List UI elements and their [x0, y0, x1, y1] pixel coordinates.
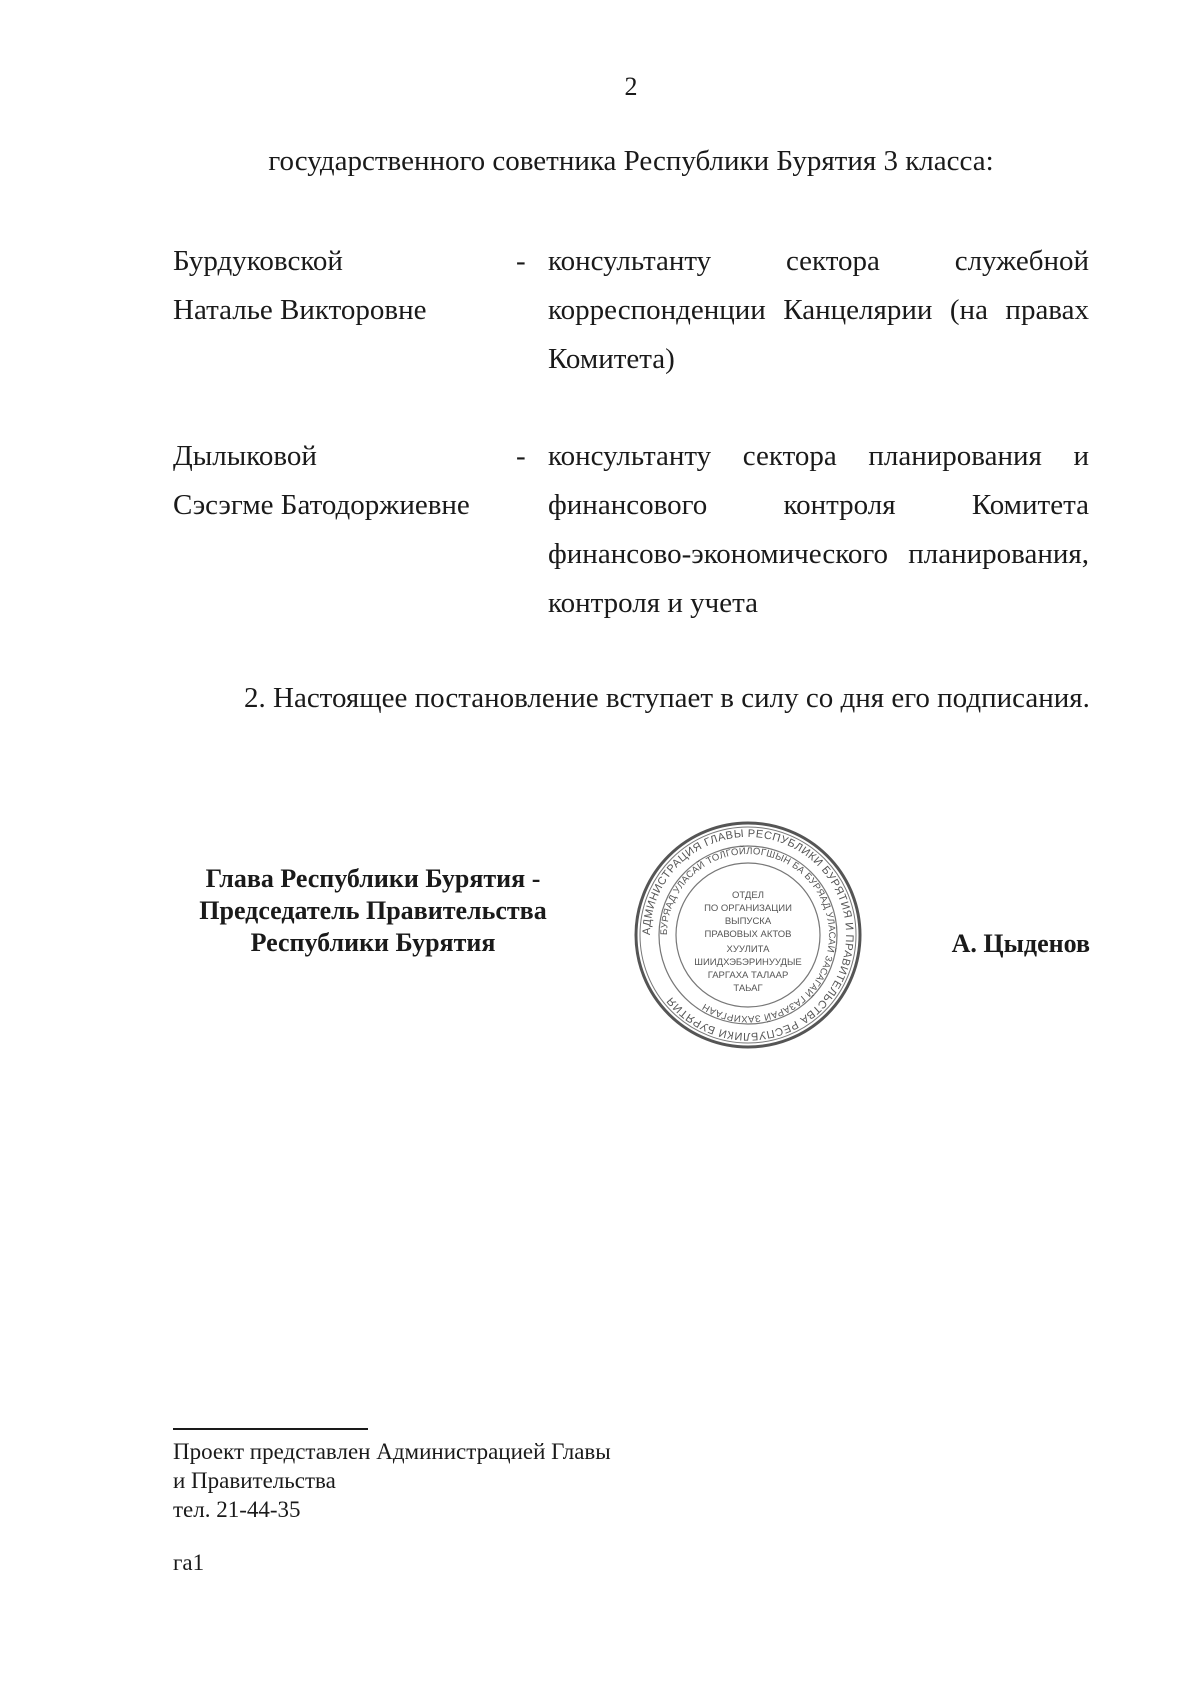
- appointee-position: консультанту сектора планирования и финансового контроля Комитета финансово-экономического планирования, контроля и учета: [548, 440, 1089, 619]
- signatory-title-line: Глава Республики Бурятия -: [205, 864, 541, 893]
- effective-date-clause: 2. Настоящее постановление вступает в силу со дня его подписания.: [244, 682, 1090, 714]
- appointee-surname: Бурдуковской: [173, 245, 343, 277]
- seal-center-text: ПО ОРГАНИЗАЦИИ: [704, 903, 792, 914]
- project-note-line: и Правительства: [173, 1468, 336, 1493]
- entry-dash: -: [516, 245, 526, 277]
- project-note: [173, 1437, 611, 1524]
- seal-center-text: ОТДЕЛ: [732, 890, 764, 901]
- appointee-given-name: Сэсэгме Батодоржиевне: [173, 489, 470, 521]
- signatory-title-line: Республики Бурятия: [250, 928, 496, 957]
- seal-center-text: ШИИДХЭБЭРИНУУДЫЕ: [694, 957, 802, 968]
- seal-center-text: ГАРГАХА ТАЛААР: [707, 970, 789, 981]
- seal-outer-text: АДМИНИСТРАЦИЯ ГЛАВЫ РЕСПУБЛИКИ БУРЯТИЯ И ПРАВИТЕЛЬСТВА РЕСПУБЛИКИ БУРЯТИЯ: [640, 827, 856, 1043]
- project-note-line: Проект представлен Администрацией Главы: [173, 1439, 611, 1464]
- appointee-position: консультанту сектора служебной корреспонденции Канцелярии (на правах Комитета): [548, 245, 1089, 375]
- page-number: 2: [624, 72, 638, 101]
- project-phone: тел. 21-44-35: [173, 1497, 301, 1522]
- signatory-name: А. Цыденов: [951, 929, 1090, 958]
- footnote-divider: [173, 1428, 368, 1430]
- appointee-surname: Дылыковой: [173, 440, 317, 472]
- appointment-heading: государственного советника Республики Бурятия 3 класса:: [268, 145, 994, 177]
- seal-center-text: ВЫПУСКА: [724, 916, 772, 927]
- document-code: га1: [173, 1550, 205, 1575]
- entry-dash: -: [516, 440, 526, 472]
- seal-center-text: ТАЬАГ: [733, 983, 763, 994]
- seal-center-text: ПРАВОВЫХ АКТОВ: [704, 929, 792, 940]
- official-seal: [633, 820, 863, 1050]
- signatory-title-line: Председатель Правительства: [199, 896, 547, 925]
- signatory-title: [173, 863, 573, 959]
- seal-center-text: ХУУЛИТА: [726, 944, 770, 955]
- seal-inner-text: БУРЯАД УЛАСАЙ ТОЛГОЙЛОГШЫН БА БУРЯАД УЛАСАЙ ЗАСАГАЙ ГАЗАРАЙ ЗАХИРГААН: [658, 845, 838, 1025]
- appointee-given-name: Наталье Викторовне: [173, 294, 427, 326]
